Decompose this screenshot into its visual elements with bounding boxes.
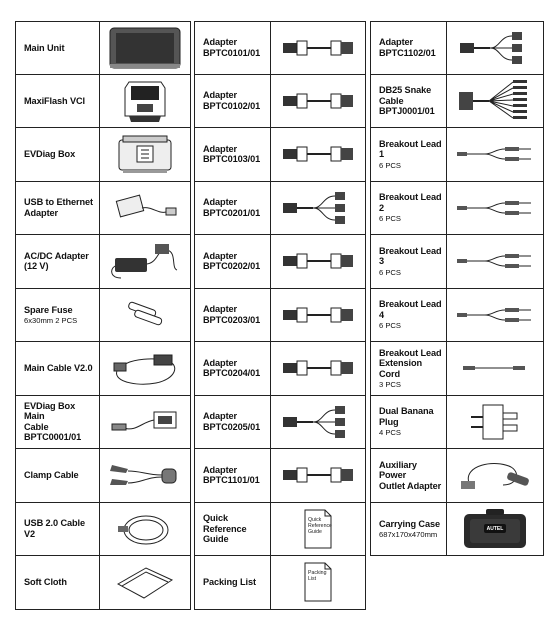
breakout-lead-icon xyxy=(455,197,535,219)
item-image-cell xyxy=(100,22,190,74)
carrying-case-icon xyxy=(458,506,532,552)
item-image-cell xyxy=(271,128,365,181)
item-name xyxy=(24,149,95,160)
item-name-line: BPTC0102/01 xyxy=(203,100,261,111)
item-name-line: Breakout Lead xyxy=(379,347,442,358)
adapter-cable-icon xyxy=(279,460,357,490)
item-image-cell xyxy=(271,235,365,288)
item-name xyxy=(203,358,266,379)
package-item-row xyxy=(15,342,191,396)
item-name-line: Breakout Lead 4 xyxy=(379,299,442,320)
item-image-cell xyxy=(447,128,543,181)
item-image-cell xyxy=(100,449,190,502)
breakout-lead-icon xyxy=(455,304,535,326)
package-item-row xyxy=(194,128,366,182)
document-cover-line: Quick xyxy=(308,516,322,523)
item-image-cell xyxy=(100,342,190,395)
item-image-cell xyxy=(100,503,190,556)
item-name-line: Auxiliary Power xyxy=(379,459,417,480)
main-cable-icon xyxy=(106,347,184,389)
package-item-row xyxy=(194,235,366,289)
item-label-cell xyxy=(195,503,271,556)
item-name-line: BPTJ0001/01 xyxy=(379,106,435,116)
item-quantity: 6 PCS xyxy=(379,160,401,170)
item-name-line: Adapter xyxy=(379,37,414,48)
item-quantity: 4 PCS xyxy=(379,428,401,438)
item-label-cell xyxy=(16,503,100,556)
item-name xyxy=(203,465,266,486)
item-name xyxy=(24,518,95,539)
package-item-row xyxy=(15,289,191,343)
item-label-cell xyxy=(371,22,447,74)
item-image-cell xyxy=(271,503,365,556)
document-cover-line: Packing xyxy=(308,570,327,577)
item-label-cell xyxy=(195,449,271,502)
breakout-lead-icon xyxy=(455,143,535,165)
snake-cable-icon xyxy=(455,78,535,124)
package-item-row xyxy=(370,75,544,129)
package-item-row xyxy=(15,503,191,557)
item-image-cell xyxy=(100,556,190,609)
package-item-row xyxy=(194,503,366,557)
item-label-cell xyxy=(371,182,447,235)
item-image-cell xyxy=(447,449,543,502)
banana-plug-icon xyxy=(465,399,525,445)
power-adapter-icon xyxy=(107,240,183,282)
item-name xyxy=(203,304,266,325)
item-name-line: Adapter xyxy=(203,37,238,48)
item-label-cell xyxy=(371,289,447,342)
item-label-cell xyxy=(16,556,100,609)
package-item-row xyxy=(15,235,191,289)
item-name-line: USB to Ethernet xyxy=(24,197,93,208)
item-label-cell xyxy=(195,182,271,235)
item-name-line: Clamp Cable xyxy=(24,470,79,480)
item-label-cell xyxy=(195,235,271,288)
item-name-line: Adapter xyxy=(203,143,238,154)
usb-ethernet-adapter-icon xyxy=(110,188,180,228)
split-adapter-icon xyxy=(279,188,357,228)
item-image-cell xyxy=(100,289,190,342)
item-name xyxy=(379,406,442,427)
item-name-line: (12 V) xyxy=(24,261,49,272)
package-item-row xyxy=(194,396,366,450)
package-item-row xyxy=(194,449,366,503)
adapter-cable-icon xyxy=(279,33,357,63)
item-name-line: Quick Reference xyxy=(203,513,247,534)
item-label-cell xyxy=(371,75,447,128)
item-name xyxy=(379,192,442,213)
package-item-row xyxy=(15,75,191,129)
item-name-line: Guide xyxy=(203,534,229,544)
item-name xyxy=(379,139,442,160)
db-cable-icon xyxy=(106,402,184,442)
item-label-cell xyxy=(195,22,271,74)
item-label-cell xyxy=(195,128,271,181)
item-name-line: BPTC0201/01 xyxy=(203,207,261,218)
document-icon xyxy=(301,561,335,603)
item-name-line: BPTC1102/01 xyxy=(379,47,436,58)
item-label-cell xyxy=(16,22,100,74)
adapter-cable-icon xyxy=(279,246,357,276)
item-label-cell xyxy=(195,396,271,449)
split-adapter-icon xyxy=(279,402,357,442)
item-label-cell xyxy=(16,342,100,395)
item-label-cell xyxy=(16,289,100,342)
item-image-cell xyxy=(100,128,190,181)
item-name-line: BPTC0101/01 xyxy=(203,47,261,58)
item-name xyxy=(203,90,266,111)
breakout-lead-icon xyxy=(455,250,535,272)
item-name xyxy=(379,246,442,267)
package-item-row xyxy=(15,128,191,182)
package-item-row xyxy=(194,289,366,343)
item-name-line: Adapter xyxy=(203,304,238,315)
item-image-cell xyxy=(100,396,190,449)
item-name xyxy=(379,348,442,380)
item-name-line: BPTC1101/01 xyxy=(203,475,260,486)
package-item-row xyxy=(370,182,544,236)
item-image-cell xyxy=(447,22,543,74)
item-name xyxy=(24,96,95,107)
item-name-line: DB25 Snake xyxy=(379,85,432,95)
item-name xyxy=(24,197,95,218)
item-name-line: Extension Cord xyxy=(379,358,423,379)
item-image-cell xyxy=(271,182,365,235)
item-quantity: 6 PCS xyxy=(379,214,401,224)
item-label-cell xyxy=(195,75,271,128)
package-item-row xyxy=(194,75,366,129)
package-item-row xyxy=(15,182,191,236)
item-name-line: Spare Fuse xyxy=(24,304,73,315)
document-cover-line: List xyxy=(308,576,317,583)
item-image-cell xyxy=(271,556,365,609)
item-name-line: AC/DC Adapter xyxy=(24,250,89,261)
item-label-cell xyxy=(195,289,271,342)
cloth-icon xyxy=(112,562,178,602)
item-name-line: BPTC0202/01 xyxy=(203,261,261,272)
item-name xyxy=(203,197,266,218)
item-name-line: EVDiag Box Main xyxy=(24,400,76,422)
item-name xyxy=(203,577,266,588)
item-name-line: Packing List xyxy=(203,577,256,587)
item-name xyxy=(24,43,95,54)
item-label-cell xyxy=(371,396,447,449)
adapter-cable-icon xyxy=(279,86,357,116)
package-item-row xyxy=(370,396,544,450)
item-image-cell xyxy=(100,182,190,235)
item-label-cell xyxy=(16,75,100,128)
item-label-cell xyxy=(16,182,100,235)
item-name xyxy=(203,144,266,165)
item-label-cell xyxy=(371,449,447,502)
item-name-line: Adapter xyxy=(203,250,238,261)
item-label-cell xyxy=(16,396,100,449)
item-image-cell xyxy=(447,503,543,556)
package-item-row xyxy=(15,556,191,610)
item-quantity: 6x30mm 2 PCS xyxy=(24,316,78,325)
package-item-row xyxy=(370,289,544,343)
item-image-cell xyxy=(100,235,190,288)
item-name xyxy=(379,299,442,320)
item-name-line: MaxiFlash VCI xyxy=(24,95,85,106)
document-cover-text xyxy=(308,517,332,535)
item-name xyxy=(24,251,95,272)
item-image-cell xyxy=(447,289,543,342)
item-name-line: Adapter xyxy=(24,207,59,218)
package-item-row xyxy=(15,449,191,503)
item-name xyxy=(24,577,95,588)
item-name-line: Main Unit xyxy=(24,42,65,53)
item-label-cell xyxy=(16,449,100,502)
package-item-row xyxy=(370,235,544,289)
item-name-line: Adapter xyxy=(203,90,238,101)
item-image-cell xyxy=(271,449,365,502)
column-1 xyxy=(15,21,191,610)
item-image-cell xyxy=(271,342,365,395)
item-label-cell xyxy=(371,503,447,556)
item-label-cell xyxy=(195,556,271,609)
item-label-cell xyxy=(16,128,100,181)
item-name xyxy=(203,513,266,545)
extension-cord-icon xyxy=(455,360,535,376)
document-cover-text xyxy=(308,570,326,582)
fuse-icon xyxy=(120,300,170,330)
column-3 xyxy=(370,21,544,556)
item-name-line: Carrying Case xyxy=(379,518,440,529)
item-name xyxy=(203,37,266,58)
item-name-line: BPTC0204/01 xyxy=(203,368,261,379)
package-item-row xyxy=(370,342,544,396)
item-name-line: BPTC0103/01 xyxy=(203,154,261,165)
item-name xyxy=(379,519,442,530)
package-item-row xyxy=(194,342,366,396)
item-name xyxy=(379,460,442,492)
item-name xyxy=(24,363,95,374)
evdiag-box-icon xyxy=(113,132,177,176)
item-name-line: BPTC0203/01 xyxy=(203,314,261,325)
item-name-line: Dual Banana Plug xyxy=(379,406,434,427)
package-item-row xyxy=(194,182,366,236)
item-name-line: Outlet Adapter xyxy=(379,480,442,491)
item-image-cell xyxy=(271,289,365,342)
document-cover-line: Reference xyxy=(308,522,332,529)
package-item-row xyxy=(370,503,544,557)
split-adapter-icon xyxy=(456,28,534,68)
item-name-line: Breakout Lead 1 xyxy=(379,138,442,160)
item-image-cell xyxy=(447,75,543,128)
document-cover-line: Guide xyxy=(308,528,322,535)
item-label-cell xyxy=(195,342,271,395)
item-name-line: Main Cable V2.0 xyxy=(24,363,93,373)
tablet-icon xyxy=(106,26,184,70)
adapter-cable-icon xyxy=(279,139,357,169)
usb-cable-icon xyxy=(110,508,180,550)
item-quantity: 687x170x470mm xyxy=(379,530,438,539)
item-quantity: 6 PCS xyxy=(379,321,401,331)
item-quantity: 3 PCS xyxy=(379,380,401,389)
item-image-cell xyxy=(271,22,365,74)
item-name xyxy=(379,85,442,117)
item-image-cell xyxy=(447,235,543,288)
item-name-line: EVDiag Box xyxy=(24,149,76,159)
vci-device-icon xyxy=(115,78,175,124)
item-image-cell xyxy=(447,396,543,449)
item-label-cell xyxy=(371,128,447,181)
item-quantity: 6 PCS xyxy=(379,267,401,277)
item-name-line: Adapter xyxy=(203,197,238,208)
package-item-row xyxy=(15,21,191,75)
package-item-row xyxy=(370,449,544,503)
item-name xyxy=(24,401,95,443)
adapter-cable-icon xyxy=(279,300,357,330)
package-item-row xyxy=(194,21,366,75)
item-label-cell xyxy=(371,235,447,288)
column-2 xyxy=(194,21,366,610)
package-item-row xyxy=(370,128,544,182)
item-image-cell xyxy=(100,75,190,128)
package-item-row xyxy=(15,396,191,450)
item-name-line: BPTC0001/01 xyxy=(24,432,82,443)
item-name-line: Soft Cloth xyxy=(24,577,67,587)
item-name-line: Cable xyxy=(379,95,404,106)
item-name-line: BPTC0205/01 xyxy=(203,421,261,432)
item-name-line: Breakout Lead 3 xyxy=(379,245,442,267)
item-name-line: USB 2.0 Cable V2 xyxy=(24,518,85,539)
brand-logo: AUTEL xyxy=(486,525,504,532)
item-name-line: Cable xyxy=(24,421,49,432)
package-item-row xyxy=(370,21,544,75)
item-name xyxy=(24,470,95,481)
item-image-cell xyxy=(271,396,365,449)
item-image-cell xyxy=(447,342,543,395)
package-item-row xyxy=(194,556,366,610)
item-name xyxy=(24,305,95,316)
item-name-line: Adapter xyxy=(203,411,238,422)
outlet-adapter-icon xyxy=(455,455,535,495)
item-image-cell xyxy=(271,75,365,128)
item-name-line: Adapter xyxy=(203,464,238,475)
item-label-cell xyxy=(371,342,447,395)
adapter-cable-icon xyxy=(279,353,357,383)
item-name-line: Adapter xyxy=(203,357,238,368)
item-name-line: Breakout Lead 2 xyxy=(379,192,442,213)
item-label-cell xyxy=(16,235,100,288)
item-name xyxy=(203,411,266,432)
clamp-cable-icon xyxy=(106,455,184,495)
item-name xyxy=(203,251,266,272)
item-name xyxy=(379,37,442,58)
item-image-cell xyxy=(447,182,543,235)
document-icon xyxy=(301,508,335,550)
